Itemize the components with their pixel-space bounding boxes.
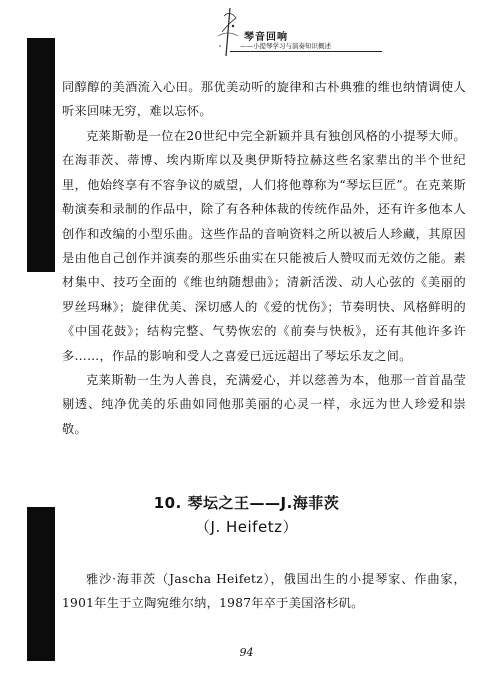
page-number: 94	[239, 646, 254, 659]
running-header	[200, 6, 400, 66]
header-title: 琴音回响	[244, 32, 288, 43]
paragraph-2: 克莱斯勒是一位在20世纪中完全新颖并具有独创风格的小提琴大师。在海菲茨、蒂博、埃内斯库以及奥伊斯特拉赫这些名家辈出的半个世纪里，他始终享有不容争议的威望，人们将他尊称为“琴坛巨匠”。在克莱斯勒演奏和录制的作品中，除了有各种体裁的传统作品外，还有许多他本人创作和改编的小型乐曲。这些作品的音响资料之所以被后人珍藏，其原因是由他自己创作并演奏的那些乐曲实在只能被后人赞叹而无效仿之能。素材集中、技巧全面的《维也纳随想曲》；清新活泼、动人心弦的《美丽的罗丝玛琳》；旋律优美、深切感人的《爱的忧伤》；节奏明快、风格鲜明的《中国花鼓》；结构完整、气势恢宏的《前奏与快板》，还有其他许多许多……，作品的影响和受人之喜爱已远远超出了琴坛乐友之间。	[62, 129, 466, 363]
section-subtitle: （J. Heifetz）	[195, 518, 298, 536]
paragraph-1: 同醇醇的美酒流入心田。那优美动听的旋律和古朴典雅的维也纳情调使人听来回味无穷，难以忘怀。	[62, 80, 466, 119]
header-subtitle: ——小提琴学习与演奏知识概述	[240, 42, 331, 50]
paragraph-3: 克莱斯勒一生为人善良，充满爱心，并以慈善为本，他那一首首晶莹剔透、纯净优美的乐曲如同他那美丽的心灵一样，永远为世人珍爱和崇敬。	[62, 373, 466, 436]
header-rule	[230, 51, 382, 52]
margin-bar-top	[27, 38, 55, 272]
paragraph-4: 雅沙·海菲茨（Jascha Heifetz），俄国出生的小提琴家、作曲家，1901年生于立陶宛维尔纳，1987年卒于美国洛杉矶。	[62, 572, 466, 611]
section-title: 10. 琴坛之王——J.海菲茨	[153, 494, 340, 512]
